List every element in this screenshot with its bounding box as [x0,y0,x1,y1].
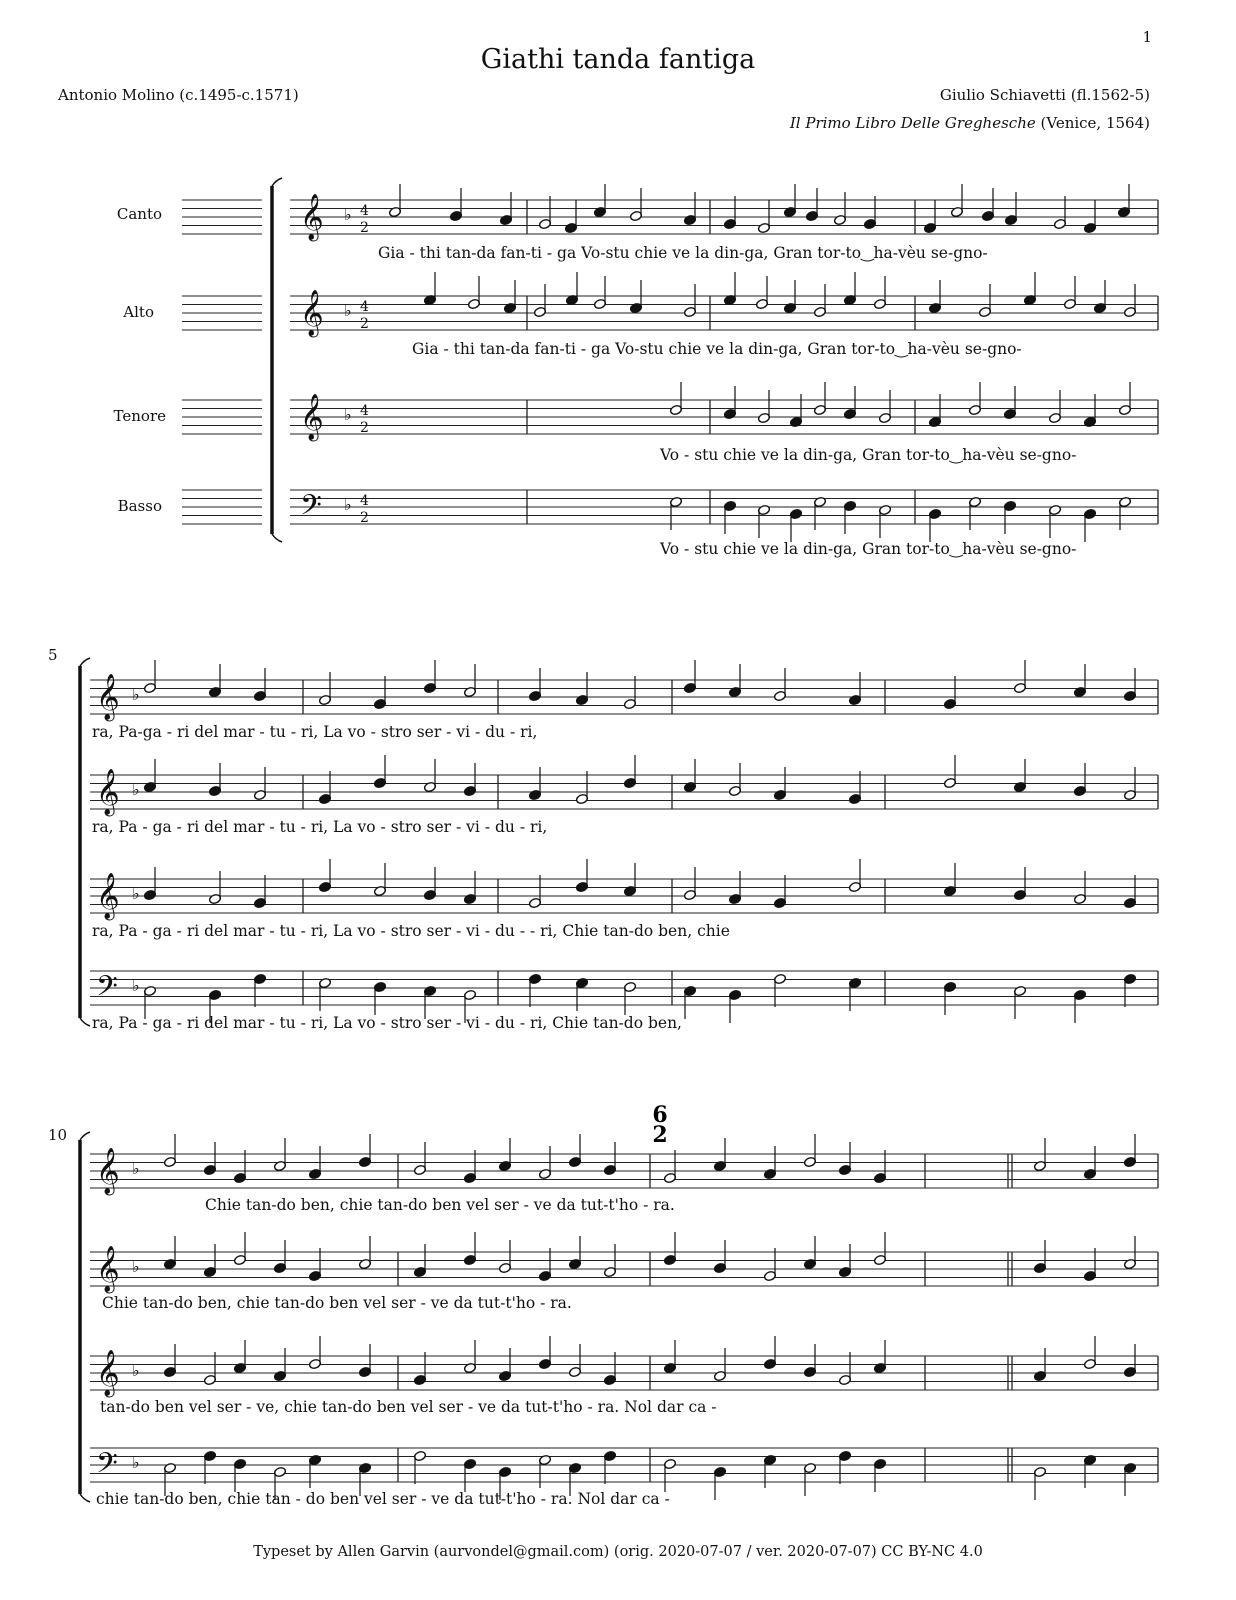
measure-number-system-2: 5 [48,646,58,664]
clef-glyph: 𝄞 [96,873,120,919]
key-signature-flat: ♭ [132,1159,140,1178]
key-signature-flat: ♭ [344,405,352,424]
clef-glyph: 𝄢 [300,489,322,529]
lyrics-canto-3: Chie tan-do ben, chie tan-do ben vel ser - ve da tut-t'ho - ra. [205,1196,675,1214]
clef-glyph: 𝄞 [96,1148,120,1194]
lyrics-canto-2: ra, Pa-ga - ri del mar - tu - ri, La vo - stro ser - vi - du - ri, [92,723,538,741]
time-signature-bottom: 2 [360,510,369,526]
key-signature-flat: ♭ [132,780,140,799]
clef-glyph: 𝄢 [96,970,118,1010]
time-signature-bottom: 2 [360,220,369,236]
voice-label-alto: Alto [123,303,154,321]
key-signature-flat: ♭ [132,976,140,995]
source-book: Il Primo Libro Delle Greghesche [789,114,1036,132]
time-signature-top: 4 [360,493,369,509]
key-signature-flat: ♭ [344,301,352,320]
key-signature-flat: ♭ [132,1257,140,1276]
time-signature-top: 4 [360,203,369,219]
staff-lines [90,200,1158,1482]
voice-label-tenore: Tenore [113,407,166,425]
footer-credit: Typeset by Allen Garvin (aurvondel@gmail.com) (orig. 2020-07-07 / ver. 2020-07-07) CC BY-NC 4.0 [253,1544,983,1560]
clef-glyph: 𝄞 [300,394,324,440]
lyrics-tenore-1: Vo - stu chie ve la din-ga, Gran tor-to‿ha-vèu se-gno- [660,446,1077,464]
lyrics-basso-2: ra, Pa - ga - ri del mar - tu - ri, La vo - stro ser - vi - du - ri, Chie tan-do ben, [92,1014,682,1032]
lyrics-basso-1: Vo - stu chie ve la din-ga, Gran tor-to‿ha-vèu se-gno- [660,540,1077,558]
clef-glyph: 𝄞 [300,194,324,240]
piece-title: Giathi tanda fantiga [480,44,756,75]
system-3-brace-top [80,1132,90,1140]
time-signature-top: 4 [360,403,369,419]
lyrics-basso-3: chie tan-do ben, chie tan - do ben vel ser - ve da tut-t'ho - ra. Nol dar ca - [96,1490,670,1508]
time-signature-bottom: 2 [360,316,369,332]
key-signature-flat: ♭ [344,205,352,224]
clef-glyph: 𝄞 [300,290,324,336]
lyrics-alto-2: ra, Pa - ga - ri del mar - tu - ri, La vo - stro ser - vi - du - ri, [92,818,548,836]
clef-glyph: 𝄞 [96,1246,120,1292]
key-signature-flat: ♭ [132,884,140,903]
key-signature-flat: ♭ [344,495,352,514]
measure-number-system-3: 10 [48,1126,68,1144]
system-1-brace-bottom [272,534,282,542]
lyrics-tenore-2: ra, Pa - ga - ri del mar - tu - ri, La vo - stro ser - vi - du - - ri, Chie tan-do ben, chie [92,922,730,940]
lyrics-canto-1: Gia - thi tan-da fan-ti - ga Vo-stu chie ve la din-ga, Gran tor-to‿ha-vèu se-gno- [378,244,988,262]
clef-glyph: 𝄢 [96,1447,118,1487]
source-place-year: (Venice, 1564) [1040,114,1150,132]
key-signature-flat: ♭ [132,1453,140,1472]
voice-label-basso: Basso [117,497,162,515]
system-2-brace-top [80,658,90,666]
system-1-brace-top [272,178,282,186]
lyrics-tenore-3: tan-do ben vel ser - ve, chie tan-do ben vel ser - ve da tut-t'ho - ra. Nol dar ca - [100,1398,717,1416]
clef-glyph: 𝄞 [96,674,120,720]
lyrics-alto-3: Chie tan-do ben, chie tan-do ben vel ser - ve da tut-t'ho - ra. [102,1294,572,1312]
key-signature-flat: ♭ [132,1361,140,1380]
notation-marks [80,178,1158,1502]
system-3-brace-bottom [80,1494,90,1502]
voice-label-canto: Canto [116,205,162,223]
clef-glyph: 𝄞 [96,769,120,815]
time-change-top: 6 [652,1102,668,1128]
page-number: 1 [1142,28,1152,46]
time-change-bottom: 2 [652,1122,668,1148]
time-signature-top: 4 [360,299,369,315]
composer-credit: Giulio Schiavetti (fl.1562-5) [939,86,1150,104]
system-2-brace-bottom [80,1018,90,1026]
poet-credit: Antonio Molino (c.1495-c.1571) [58,86,299,104]
lyrics-alto-1: Gia - thi tan-da fan-ti - ga Vo-stu chie ve la din-ga, Gran tor-to‿ha-vèu se-gno- [412,340,1022,358]
clef-glyph: 𝄞 [96,1350,120,1396]
time-signature-bottom: 2 [360,420,369,436]
key-signature-flat: ♭ [132,685,140,704]
